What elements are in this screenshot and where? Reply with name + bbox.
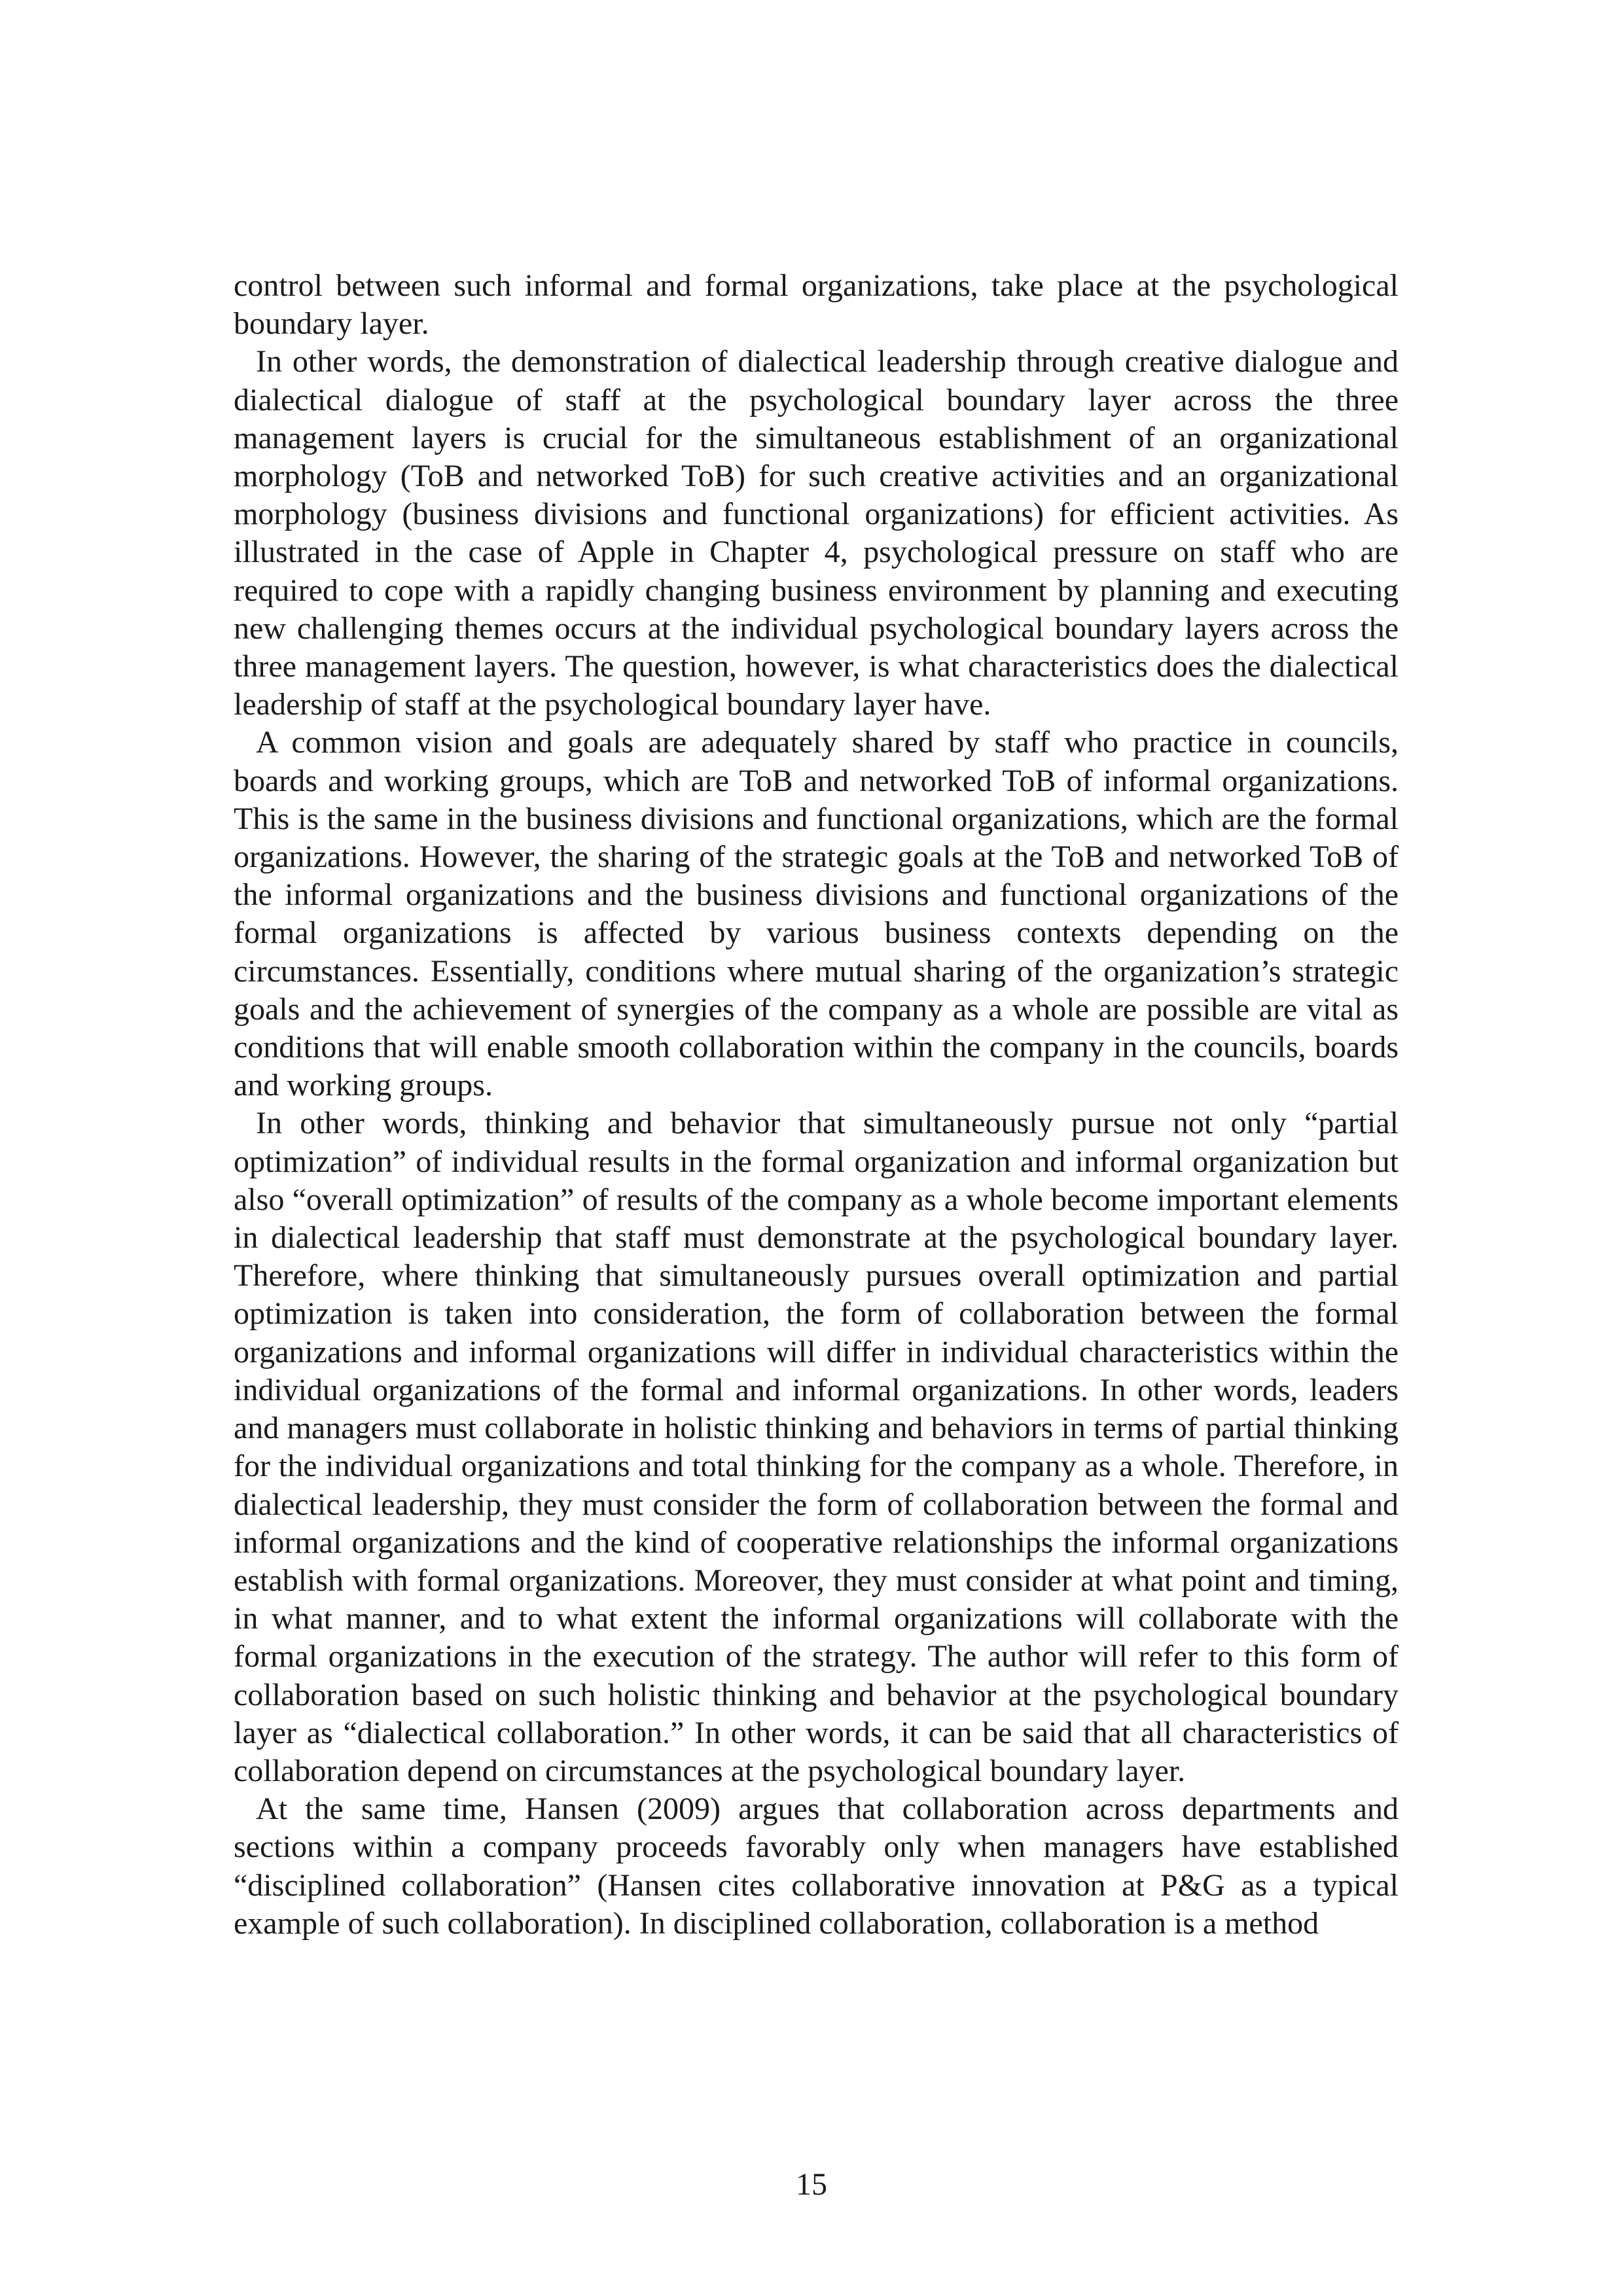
paragraph-5: At the same time, Hansen (2009) argues that collaboration across departments and sections within a company proceeds favorably only when managers have established “disciplined collaboration” (Hansen cites collaborative innovation at P&G as a typical example of such collaboration). In disciplined collaboration, collaboration is a method bbox=[234, 1792, 1399, 1941]
paragraph-1: control between such informal and formal organizations, take place at the psychological boundary layer. bbox=[234, 268, 1399, 342]
body-text bbox=[234, 267, 1399, 1943]
page-number: 15 bbox=[796, 2167, 827, 2202]
paragraph-3: A common vision and goals are adequately shared by staff who practice in councils, boards and working groups, which are ToB and networked ToB of informal organizations. This is the same in the business divisions and functional organizations, which are the formal organizations. However, the sharing of the strategic goals at the ToB and networked ToB of the informal organizations and the business divisions and functional organizations of the formal organizations is affected by various business contexts depending on the circumstances. Essentially, conditions where mutual sharing of the organization’s strategic goals and the achievement of synergies of the company as a whole are possible are vital as conditions that will enable smooth collaboration within the company in the councils, boards and working groups. bbox=[234, 725, 1399, 1103]
paragraph-4: In other words, thinking and behavior that simultaneously pursue not only “partial optimization” of individual results in the formal organization and informal organization but also “overall optimization” of results of the company as a whole become important elements in dialectical leadership that staff must demonstrate at the psychological boundary layer. Therefore, where thinking that simultaneously pursues overall optimization and partial optimization is taken into consideration, the form of collaboration between the formal organizations and informal organizations will differ in individual characteristics within the individual organizations of the formal and informal organizations. In other words, leaders and managers must collaborate in holistic thinking and behaviors in terms of partial thinking for the individual organizations and total thinking for the company as a whole. Therefore, in dialectical leadership, they must consider the form of collaboration between the formal and informal organizations and the kind of cooperative relationships the informal organizations establish with formal organizations. Moreover, they must consider at what point and timing, in what manner, and to what extent the informal organizations will collaborate with the formal organizations in the execution of the strategy. The author will refer to this form of collaboration based on such holistic thinking and behavior at the psychological boundary layer as “dialectical collaboration.” In other words, it can be said that all characteristics of collaboration depend on circumstances at the psychological boundary layer. bbox=[234, 1106, 1399, 1788]
paragraph-2: In other words, the demonstration of dialectical leadership through creative dialogue and dialectical dialogue of staff at the psychological boundary layer across the three management layers is crucial for the simultaneous establishment of an organizational morphology (ToB and networked ToB) for such creative activities and an organizational morphology (business divisions and functional organizations) for efficient activities. As illustrated in the case of Apple in Chapter 4, psychological pressure on staff who are required to cope with a rapidly changing business environment by planning and executing new challenging themes occurs at the individual psychological boundary layers across the three management layers. The question, however, is what characteristics does the dialectical leadership of staff at the psychological boundary layer have. bbox=[234, 344, 1399, 722]
